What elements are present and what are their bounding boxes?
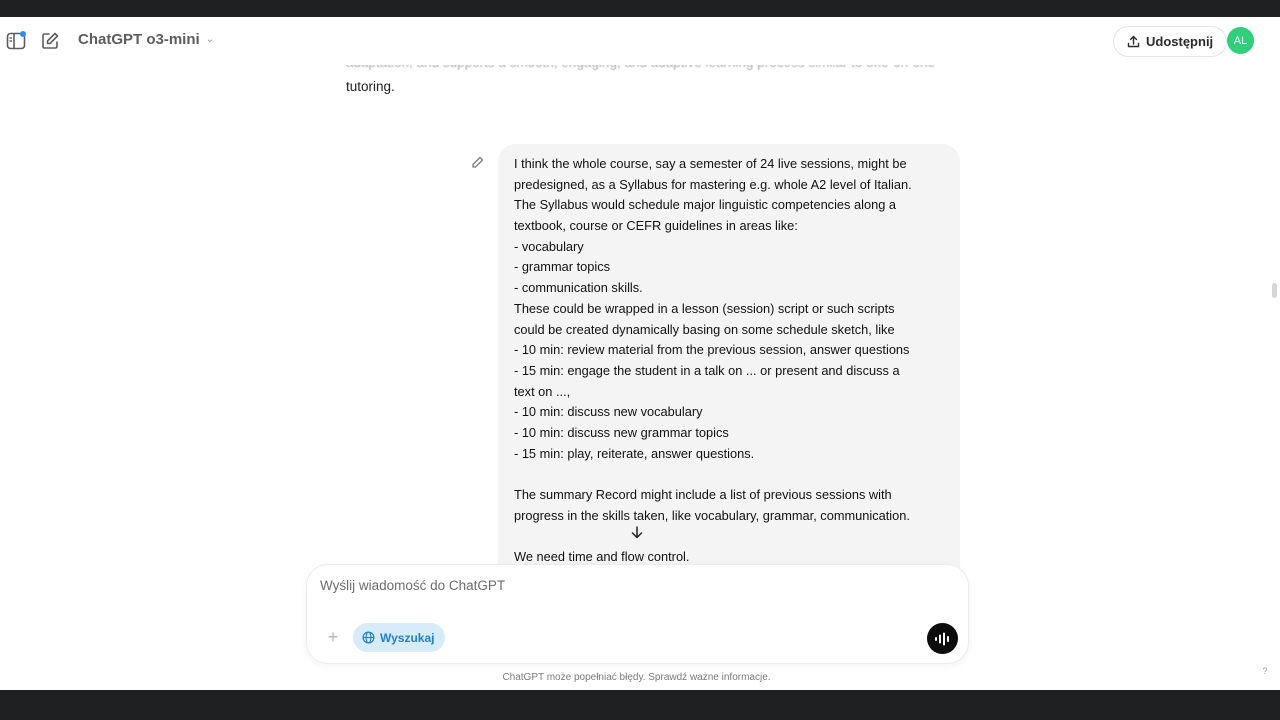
search-toggle-button[interactable] xyxy=(353,623,445,652)
message-line xyxy=(514,526,944,547)
message-line: I think the whole course, say a semester of 24 live sessions, might be xyxy=(514,156,907,171)
message-line: The Syllabus would schedule major linguistic competencies along a xyxy=(514,197,896,213)
message-line: We need time and flow control. xyxy=(514,549,690,565)
edit-icon xyxy=(40,31,60,51)
message-line: textbook, course or CEFR guidelines in areas like: xyxy=(514,218,798,234)
chat-app xyxy=(0,17,1280,690)
message-line: The summary Record might include a list of previous sessions with xyxy=(514,487,892,502)
message-line: could be created dynamically basing on some schedule sketch, like xyxy=(514,321,895,337)
footer-disclaimer: ChatGPT może popełniać błędy. Sprawdź ważne informacje. xyxy=(502,672,771,683)
message-line: - communication skills. xyxy=(514,280,643,296)
message-line: - 10 min: discuss new grammar topics xyxy=(514,424,729,440)
user-message-bubble xyxy=(498,144,960,604)
model-selector[interactable] xyxy=(78,31,214,48)
new-chat-button[interactable] xyxy=(39,30,61,52)
message-line: text on ..., xyxy=(514,383,571,399)
attach-button[interactable] xyxy=(323,627,343,647)
message-line: These could be wrapped in a lesson (session) script or such scripts xyxy=(514,300,895,316)
notification-dot xyxy=(20,31,26,37)
message-composer xyxy=(306,564,969,664)
message-line: - grammar topics xyxy=(514,259,610,275)
message-line: - 10 min: discuss new vocabulary xyxy=(514,404,703,420)
plus-icon: + xyxy=(327,626,339,647)
previous-message-last-line: tutoring. xyxy=(346,79,395,94)
arrow-down-icon xyxy=(631,526,643,539)
edit-message-button[interactable] xyxy=(469,154,485,170)
message-line: - 10 min: review material from the previous session, answer questions xyxy=(514,342,910,358)
model-name-label: ChatGPT o3-mini xyxy=(78,31,200,48)
message-input[interactable] xyxy=(320,578,880,593)
search-label: Wyszukaj xyxy=(380,630,435,645)
share-label: Udostępnij xyxy=(1146,34,1214,49)
avatar[interactable]: AL xyxy=(1227,27,1254,54)
pencil-icon xyxy=(471,156,484,169)
sidebar-toggle-button[interactable] xyxy=(5,30,27,52)
globe-icon xyxy=(362,631,375,644)
chevron-down-icon: ⌄ xyxy=(205,34,215,45)
message-line: predesigned, as a Syllabus for mastering e.g. whole A2 level of Italian. xyxy=(514,176,912,192)
message-line: - 15 min: engage the student in a talk on ... or present and discuss a xyxy=(514,362,900,378)
help-button[interactable]: ? xyxy=(1262,666,1268,676)
message-line: progress in the skills taken, like vocabulary, grammar, communication. xyxy=(514,507,910,523)
voice-mode-button[interactable] xyxy=(927,623,958,654)
scroll-to-bottom-button[interactable] xyxy=(628,523,646,541)
share-icon xyxy=(1127,35,1140,48)
message-line: - vocabulary xyxy=(514,238,584,254)
scrollbar[interactable] xyxy=(1272,283,1277,298)
screen-border-top xyxy=(0,0,1280,17)
top-header xyxy=(0,17,1280,65)
voice-icon xyxy=(934,632,951,646)
message-line: - 15 min: play, reiterate, answer questions. xyxy=(514,445,755,461)
screen-border-bottom xyxy=(0,690,1280,720)
message-line xyxy=(514,464,944,485)
share-button[interactable] xyxy=(1113,26,1227,57)
